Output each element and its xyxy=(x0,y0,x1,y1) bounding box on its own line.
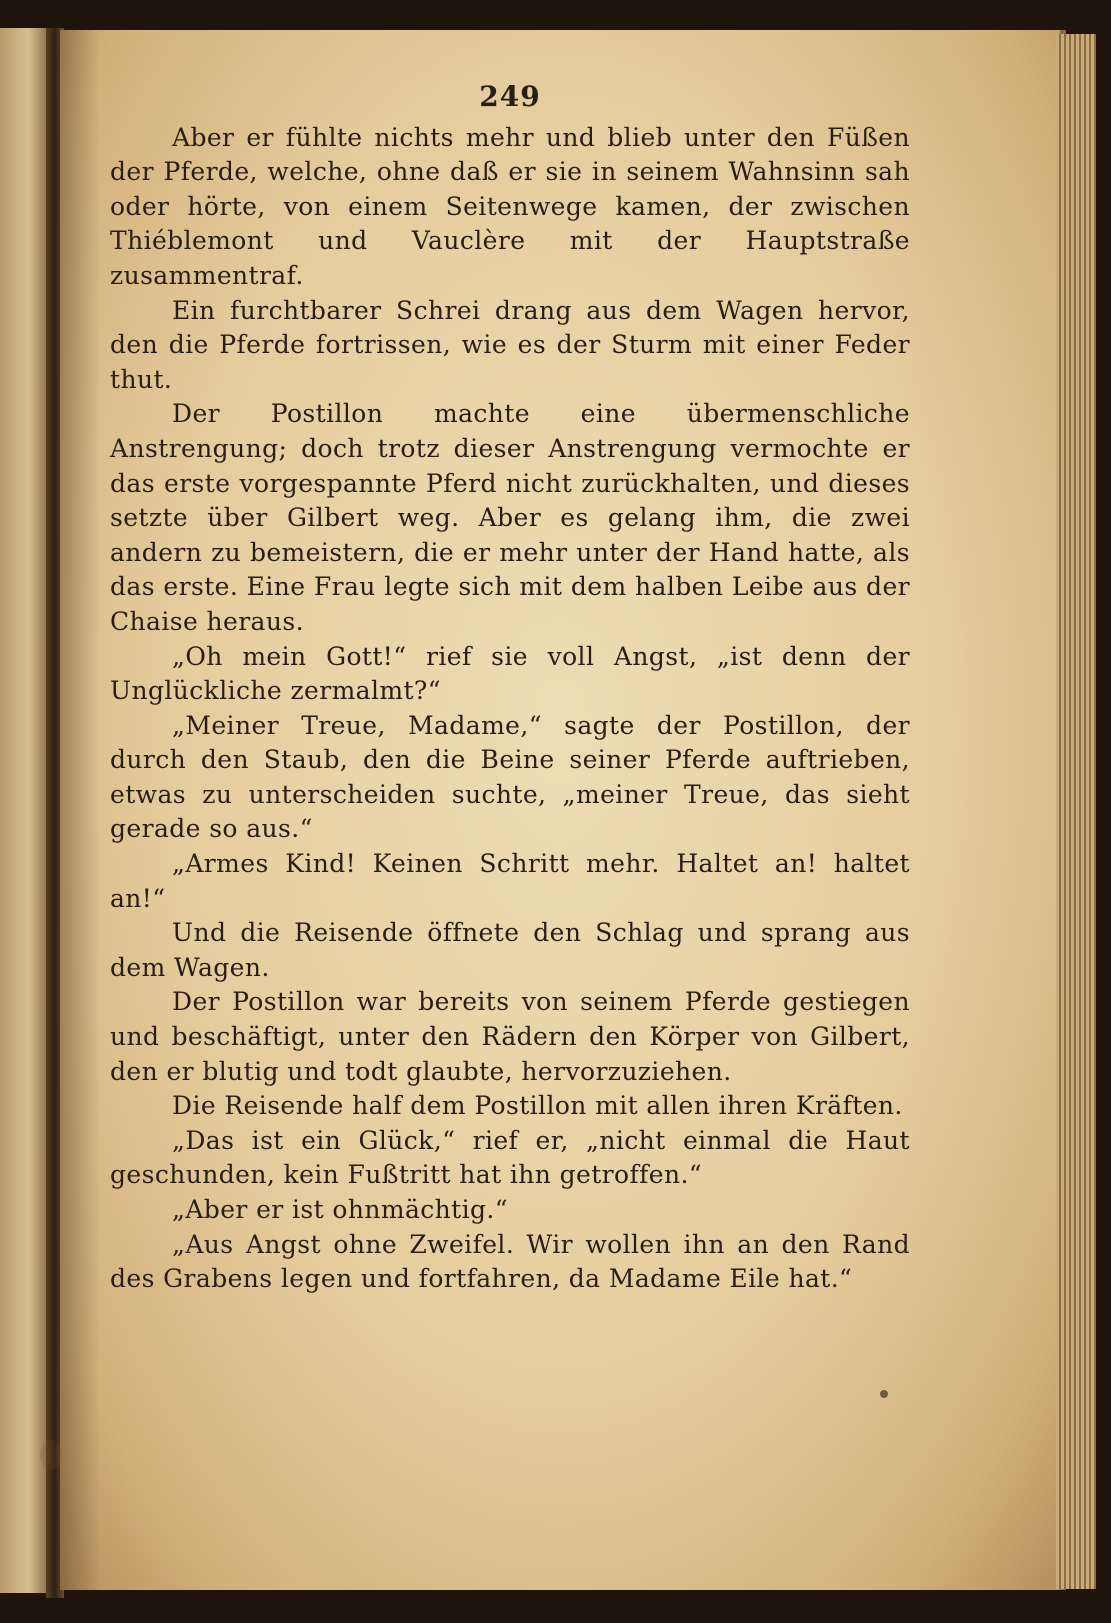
paragraph: „Aus Angst ohne Zweifel. Wir wollen ihn an den Rand des Grabens legen und fortfahren, da Madame Eile hat.“ xyxy=(110,1229,910,1294)
paper-stain xyxy=(40,1440,62,1470)
paragraph: „Oh mein Gott!“ rief sie voll Angst, „ist denn der Unglückliche zermalmt?“ xyxy=(110,641,910,706)
paragraph: „Das ist ein Glück,“ rief er, „nicht einmal die Haut geschunden, kein Fußtritt hat ihn getroffen.“ xyxy=(110,1125,910,1190)
page-text xyxy=(110,80,910,1297)
left-page-edge xyxy=(0,28,52,1593)
paragraph: „Meiner Treue, Madame,“ sagte der Postillon, der durch den Staub, den die Beine seiner Pferde auftrieben, etwas zu unterscheiden suchte, „meiner Treue, das sieht gerade so aus.“ xyxy=(110,710,910,844)
paragraph: Der Postillon war bereits von seinem Pferde gestiegen und beschäftigt, unter den Rädern den Körper von Gilbert, den er blutig und todt glaubte, hervorzuziehen. xyxy=(110,987,910,1086)
paragraph: Ein furchtbarer Schrei drang aus dem Wagen hervor, den die Pferde fortrissen, wie es der Sturm mit einer Feder thut. xyxy=(110,295,910,394)
page-number: 249 xyxy=(479,80,541,113)
paragraph: „Armes Kind! Keinen Schritt mehr. Haltet an! haltet an!“ xyxy=(110,849,910,913)
paper-stain xyxy=(880,1390,888,1398)
page-edges xyxy=(1056,34,1096,1589)
paragraph: Der Postillon machte eine übermenschliche Anstrengung; doch trotz dieser Anstrengung vermochte er das erste vorgespannte Pferd nicht zurückhalten, und dieses setzte über Gilbert weg. Aber es gelang ihm, die zwei andern zu bemeistern, die er mehr unter der Hand hatte, als das erste. Eine Frau legte sich mit dem halben Leibe aus der Chaise heraus. xyxy=(110,399,910,636)
paragraph: „Aber er ist ohnmächtig.“ xyxy=(172,1195,508,1224)
paragraph: Und die Reisende öffnete den Schlag und sprang aus dem Wagen. xyxy=(110,918,910,982)
paragraph: Aber er fühlte nichts mehr und blieb unter den Füßen der Pferde, welche, ohne daß er sie in seinem Wahnsinn sah oder hörte, von einem Seitenwege kamen, der zwischen Thiéblemont und Vauclère mit der Hauptstraße zusammentraf. xyxy=(110,122,910,290)
paragraph: Die Reisende half dem Postillon mit allen ihren Kräften. xyxy=(172,1091,903,1121)
spine-shadow xyxy=(60,30,100,1590)
